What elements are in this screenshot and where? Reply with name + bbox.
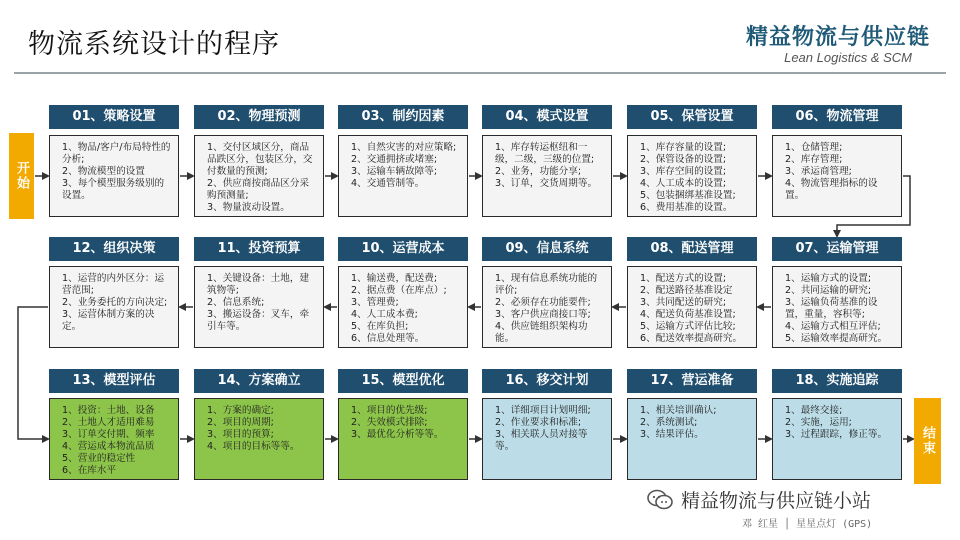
step-line: 1、最终交接; [785, 405, 843, 416]
step-line: 3、库存空间的设置; [640, 166, 727, 177]
page-title: 物流系统设计的程序 [28, 29, 280, 60]
step-title: 09、信息系统 [482, 237, 612, 261]
step-line: 2、信息系统; [207, 297, 265, 308]
step-title: 13、模型评估 [49, 369, 179, 393]
start-marker [9, 133, 34, 219]
step-line: 2、土地人才适用难易 [62, 417, 155, 428]
step-box [338, 398, 468, 480]
step-title: 03、制约因素 [338, 105, 468, 129]
step-line: 1、运输方式的设置; [785, 273, 872, 284]
wrap-arrow [18, 307, 48, 439]
step-box [194, 135, 324, 217]
step-title: 02、物理预测 [194, 105, 324, 129]
step-box [49, 266, 179, 348]
step-line: 2、业务委托的方向决定; [62, 297, 168, 308]
step-line: 3、共同配送的研究; [640, 297, 727, 308]
step-line: 4、营运成本物流品质 [62, 441, 155, 452]
step-line: 2、库存管理; [785, 154, 843, 165]
wechat-icon [647, 489, 673, 511]
step-line: 2、物流模型的设置 [62, 166, 145, 177]
step-line: 5、运输方式评估比较; [640, 321, 736, 332]
start-label: 开始 [14, 161, 29, 191]
brand-subtitle: Lean Logistics & SCM [784, 50, 912, 65]
step-line: 3、管理费; [351, 297, 399, 308]
step-title: 01、策略设置 [49, 105, 179, 129]
step-title: 05、保管设置 [627, 105, 757, 129]
credit-line: 邓 红星 │ 星星点灯 (GPS) [742, 519, 873, 530]
step-line: 3、每个模型服务级别的设置。 [62, 178, 165, 201]
step-box [627, 135, 757, 217]
step-line: 3、运营体制方案的决定。 [62, 309, 155, 332]
step-line: 5、在库负担; [351, 321, 409, 332]
step-line: 1、方案的确定; [207, 405, 274, 416]
step-line: 3、订单交付期、频率 [62, 429, 155, 440]
step-line: 6、配送效率提高研究。 [640, 333, 743, 344]
step-line: 1、自然灾害的对应策略; [351, 142, 457, 153]
step-line: 3、最优化分析等等。 [351, 429, 444, 440]
step-line: 2、业务，功能分享; [495, 166, 582, 177]
step-box [482, 135, 612, 217]
step-line: 1、库存转运枢纽和一级，二级，三级的位置; [495, 142, 595, 165]
step-line: 5、包装捆绑基准设置; [640, 190, 736, 201]
step-box [772, 398, 902, 480]
step-line: 4、人工成本的设置; [640, 178, 727, 189]
step-line: 4、物流管理指标的设置。 [785, 178, 878, 201]
step-line: 2、供应商按商品区分采购预测量; [207, 178, 310, 201]
step-line: 4、人工成本费; [351, 309, 418, 320]
step-line: 6、费用基准的设置。 [640, 202, 733, 213]
step-line: 6、信息处理等。 [351, 333, 425, 344]
watermark-text: 精益物流与供应链小站 [681, 490, 872, 512]
step-box [49, 135, 179, 217]
step-title: 06、物流管理 [772, 105, 902, 129]
step-box [194, 266, 324, 348]
step-title: 07、运输管理 [772, 237, 902, 261]
step-line: 3、搬运设备：叉车，牵引车等。 [207, 309, 310, 332]
step-line: 4、项目的目标等等。 [207, 441, 300, 452]
step-line: 1、项目的优先级; [351, 405, 428, 416]
step-line: 1、关键设备：土地，建筑物等; [207, 273, 310, 296]
step-line: 1、输送费，配送费; [351, 273, 438, 284]
step-title: 17、营运准备 [627, 369, 757, 393]
step-title: 14、方案确立 [194, 369, 324, 393]
step-line: 2、失效模式排除; [351, 417, 428, 428]
step-box [194, 398, 324, 480]
step-line: 5、运输效率提高研究。 [785, 333, 888, 344]
step-title: 12、组织决策 [49, 237, 179, 261]
step-line: 4、交通管制等。 [351, 178, 425, 189]
step-line: 5、营业的稳定性 [62, 453, 136, 464]
step-line: 1、投资：土地、设备 [62, 405, 155, 416]
step-title: 15、模型优化 [338, 369, 468, 393]
step-line: 3、相关联人员对接等等。 [495, 429, 588, 452]
end-marker [914, 398, 941, 484]
step-box [482, 398, 612, 480]
step-line: 1、相关培训确认; [640, 405, 717, 416]
step-line: 2、保管设备的设置; [640, 154, 727, 165]
step-line: 3、运输车辆故障等; [351, 166, 438, 177]
step-line: 1、配送方式的设置; [640, 273, 727, 284]
step-line: 4、运输方式相互评估; [785, 321, 881, 332]
step-line: 2、据点费（在库点）; [351, 285, 447, 296]
step-line: 3、订单，交货周期等。 [495, 178, 598, 189]
step-line: 2、项目的周期; [207, 417, 274, 428]
step-line: 2、交通拥挤或堵塞; [351, 154, 438, 165]
step-line: 3、运输负荷基准的设置，重量，容积等; [785, 297, 878, 320]
step-box [772, 266, 902, 348]
step-line: 3、物量波动设置。 [207, 202, 290, 213]
step-box [482, 266, 612, 348]
step-box [772, 135, 902, 217]
step-line: 3、项目的预算; [207, 429, 274, 440]
step-line: 3、过程跟踪，修正等。 [785, 429, 888, 440]
end-label: 结束 [920, 426, 935, 456]
step-box [338, 266, 468, 348]
step-line: 1、物品/客户/布局特性的分析; [62, 142, 171, 165]
step-line: 1、现有信息系统功能的评价; [495, 273, 598, 296]
step-box [627, 398, 757, 480]
step-line: 2、实施，运用; [785, 417, 852, 428]
step-line: 1、库存容量的设置; [640, 142, 727, 153]
step-line: 2、作业要求和标准; [495, 417, 582, 428]
watermark [647, 486, 871, 513]
step-line: 1、仓储管理; [785, 142, 843, 153]
step-line: 1、交付区域区分，商品品跌区分，包装区分，交付数量的预测; [207, 142, 313, 177]
step-line: 4、配送负荷基准设置; [640, 309, 736, 320]
step-line: 2、系统测试; [640, 417, 698, 428]
step-line: 6、在库水平 [62, 465, 117, 476]
step-box [338, 135, 468, 217]
step-line: 3、承运商管理; [785, 166, 852, 177]
step-line: 4、供应链组织架构功能。 [495, 321, 588, 344]
step-title: 18、实施追踪 [772, 369, 902, 393]
step-line: 1、详细项目计划明细; [495, 405, 591, 416]
step-box [627, 266, 757, 348]
step-title: 08、配送管理 [627, 237, 757, 261]
step-line: 3、结果评估。 [640, 429, 704, 440]
step-line: 2、配送路径基准设定 [640, 285, 733, 296]
step-line: 2、必须存在功能要件; [495, 297, 591, 308]
step-title: 04、模式设置 [482, 105, 612, 129]
step-line: 3、客户供应商接口等; [495, 309, 591, 320]
step-line: 1、运营的内外区分：运营范围; [62, 273, 165, 296]
step-box [49, 398, 179, 480]
step-line: 2、共同运输的研究; [785, 285, 872, 296]
brand-name: 精益物流与供应链 [745, 25, 930, 50]
step-title: 11、投资预算 [194, 237, 324, 261]
step-title: 16、移交计划 [482, 369, 612, 393]
step-title: 10、运营成本 [338, 237, 468, 261]
